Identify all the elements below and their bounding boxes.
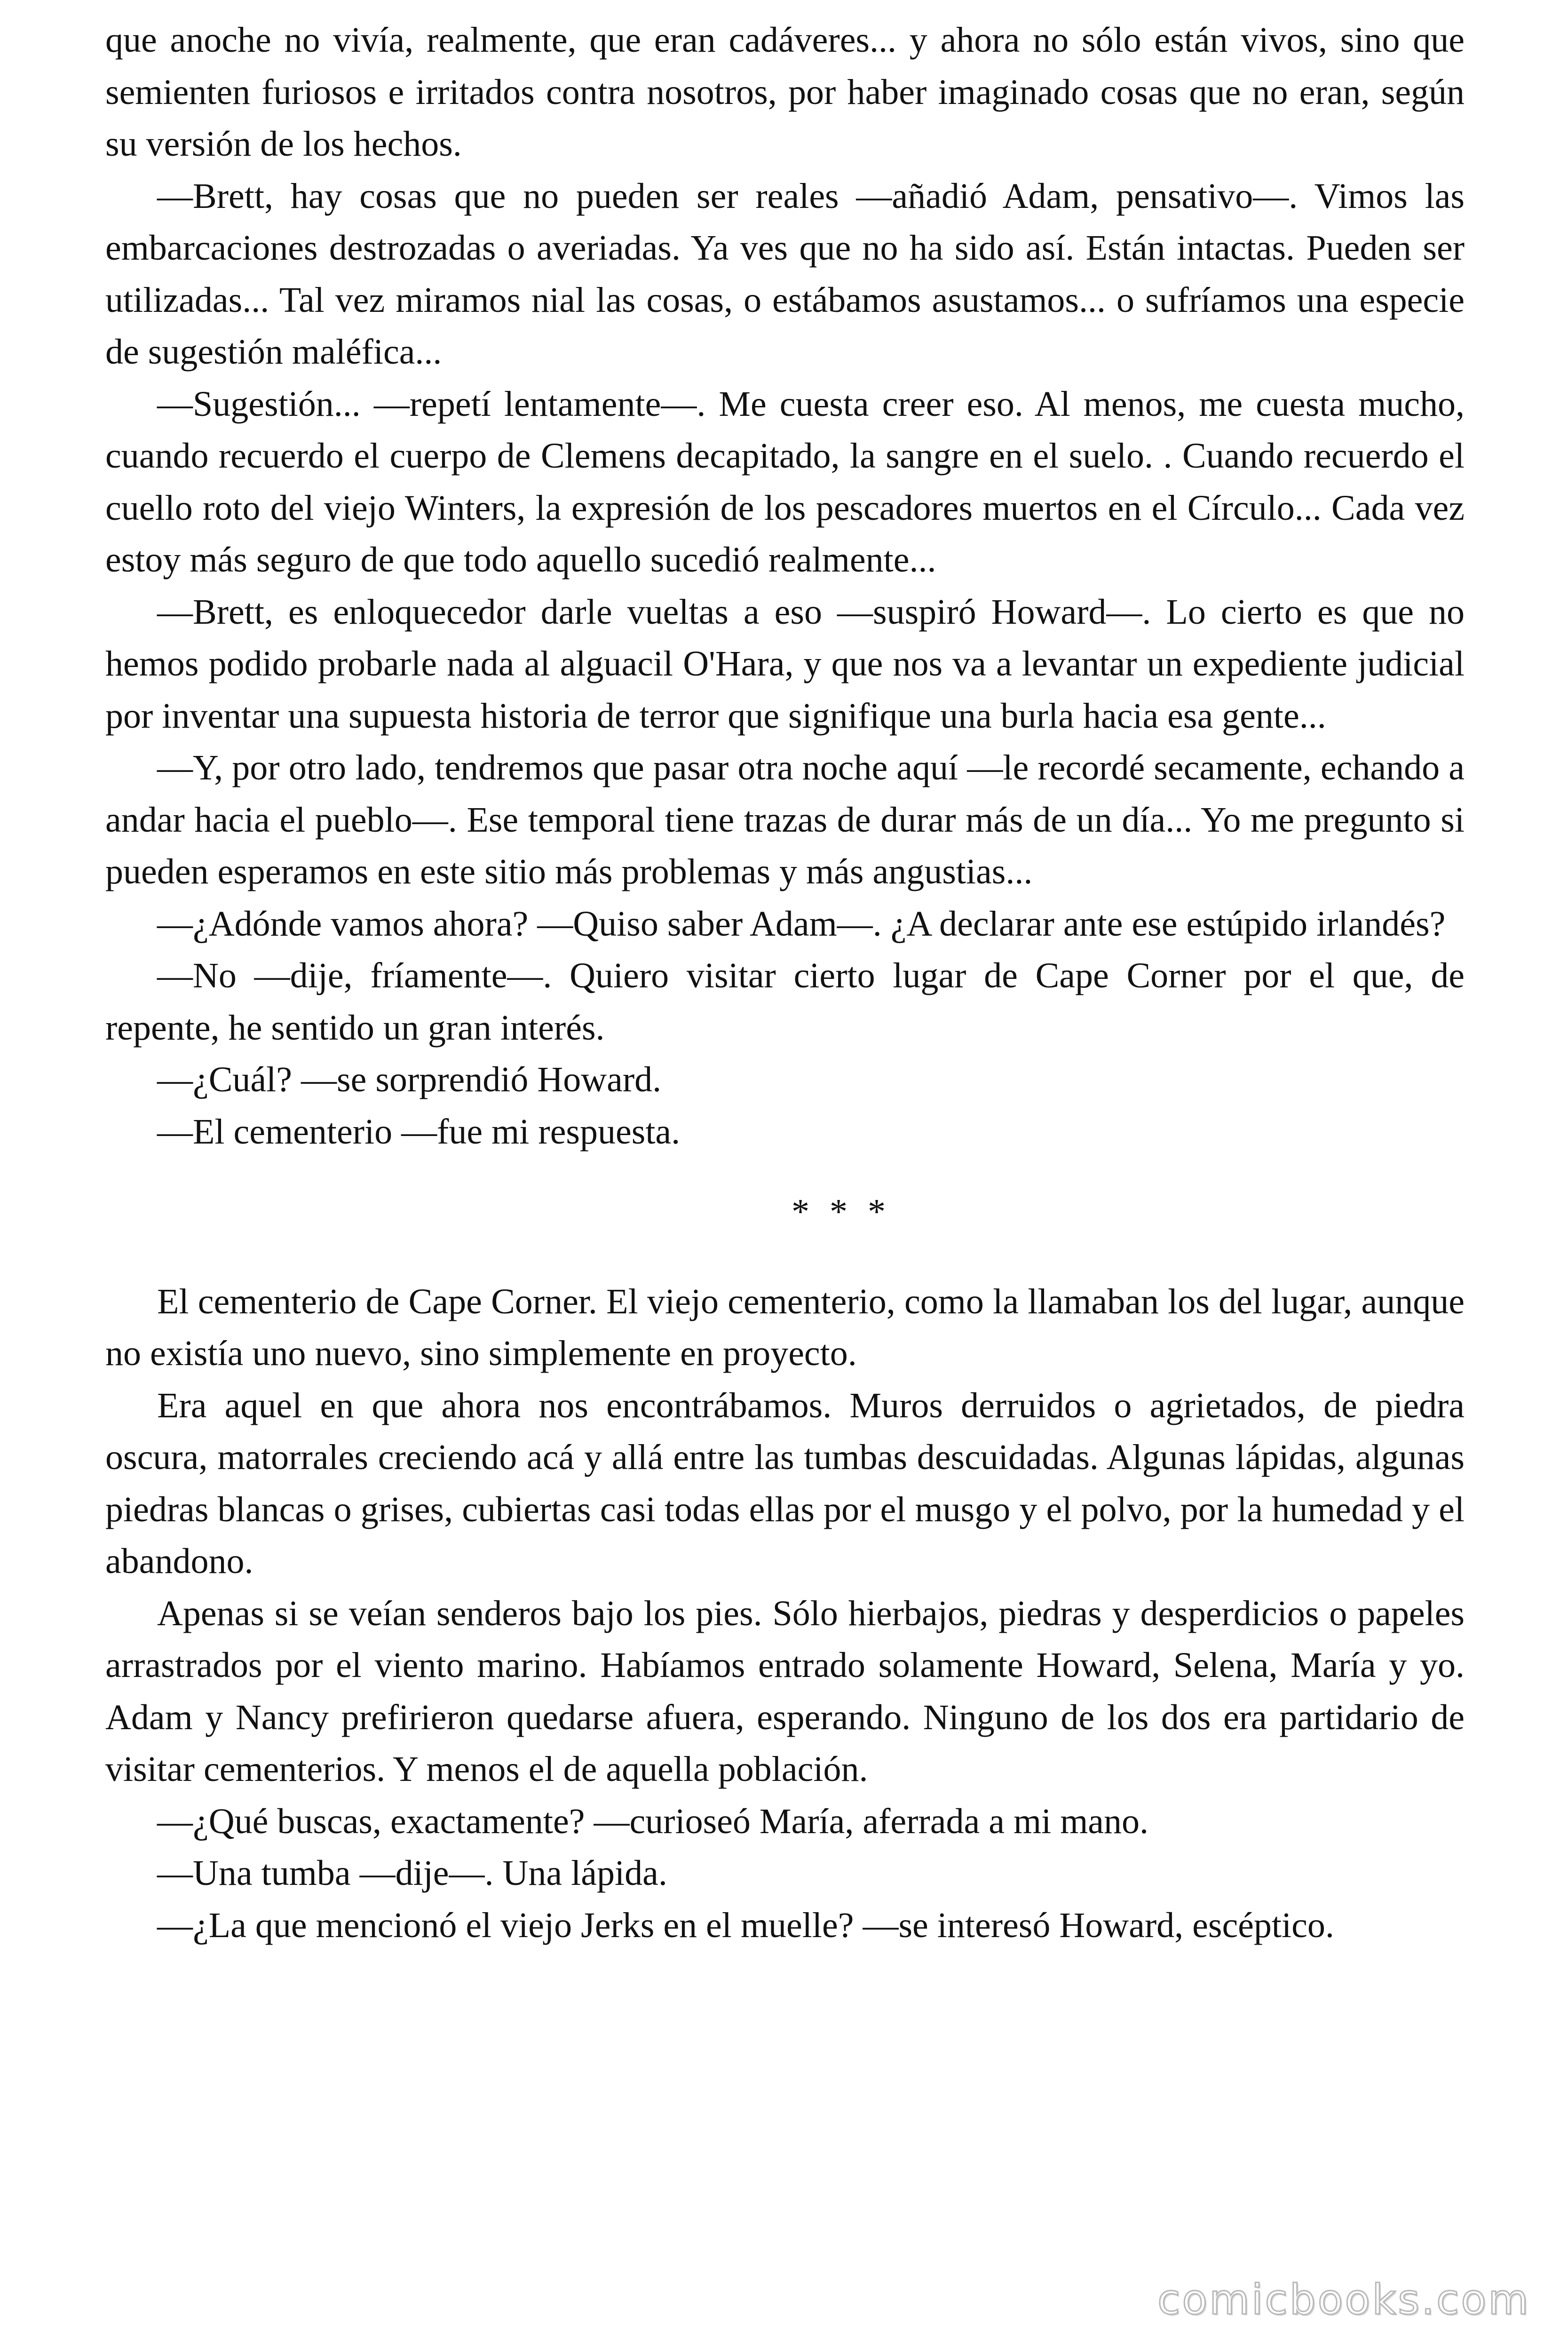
paragraph-continued: que anoche no vivía, realmente, que eran cadáveres... y ahora no sólo están vivos, sino que semienten furiosos e irritados contra nosotros, por haber imaginado cosas que no eran, según su versión de los hechos. (105, 20, 1465, 164)
book-page (105, 14, 1465, 1951)
watermark-text: comicbooks.com (1157, 2275, 1530, 2324)
paragraph-cemetery-paths: Apenas si se veían senderos bajo los pies. Sólo hierbajos, piedras y desperdicios o papeles arrastrados por el viento marino. Habíamos entrado solamente Howard, Selena, María y yo. Adam y Nancy prefirieron quedarse afuera, esperando. Ninguno de los dos era partidario de visitar cementerios. Y menos el de aquella población. (105, 1593, 1465, 1789)
paragraph-dialogue-brett-4: —El cementerio —fue mi respuesta. (157, 1112, 681, 1152)
paragraph-dialogue-howard: —Brett, es enloquecedor darle vueltas a eso —suspiró Howard—. Lo cierto es que no hemos podido probarle nada al alguacil O'Hara, y que nos va a levantar un expediente judicial por inventar una supuesta historia de terror que signifique una burla hacia esa gente... (105, 592, 1465, 736)
paragraph-dialogue-brett-2: —Y, por otro lado, tendremos que pasar otra noche aquí —le recordé secamente, echando a andar hacia el pueblo—. Ese temporal tiene trazas de durar más de un día... Yo me pregunto si pueden esperamos en este sitio más problemas y más angustias... (105, 748, 1465, 891)
paragraph-dialogue-brett: —Sugestión... —repetí lentamente—. Me cuesta creer eso. Al menos, me cuesta mucho, cuando recuerdo el cuerpo de Clemens decapitado, la sangre en el suelo. . Cuando recuerdo el cuello roto del viejo Winters, la expresión de los pescadores muertos en el Círculo... Cada vez estoy más seguro de que todo aquello sucedió realmente... (105, 384, 1465, 580)
paragraph-dialogue-adam-2: —¿Adónde vamos ahora? —Quiso saber Adam—. ¿A declarar ante ese estúpido irlandés? (157, 904, 1446, 944)
scene-break: * * * (792, 1192, 891, 1232)
paragraph-cemetery-intro: El cementerio de Cape Corner. El viejo cementerio, como la llamaban los del lugar, aunque no existía uno nuevo, sino simplemente en proyecto. (105, 1281, 1465, 1373)
paragraph-dialogue-howard-3: —¿La que mencionó el viejo Jerks en el muelle? —se interesó Howard, escéptico. (157, 1905, 1334, 1945)
paragraph-dialogue-maria: —¿Qué buscas, exactamente? —curioseó María, aferrada a mi mano. (157, 1801, 1149, 1841)
paragraph-dialogue-adam: —Brett, hay cosas que no pueden ser reales —añadió Adam, pensativo—. Vimos las embarcaciones destrozadas o averiadas. Ya ves que no ha sido así. Están intactas. Pueden ser utilizadas... Tal vez miramos nial las cosas, o estábamos asustamos... o sufríamos una especie de sugestión maléfica... (105, 176, 1465, 372)
paragraph-dialogue-howard-2: —¿Cuál? —se sorprendió Howard. (157, 1060, 662, 1099)
paragraph-dialogue-brett-3: —No —dije, fríamente—. Quiero visitar cierto lugar de Cape Corner por el que, de repente, he sentido un gran interés. (105, 956, 1465, 1048)
paragraph-dialogue-brett-5: —Una tumba —dije—. Una lápida. (157, 1853, 667, 1893)
paragraph-cemetery-description: Era aquel en que ahora nos encontrábamos. Muros derruidos o agrietados, de piedra oscura, matorrales creciendo acá y allá entre las tumbas descuidadas. Algunas lápidas, algunas piedras blancas o grises, cubiertas casi todas ellas por el musgo y el polvo, por la humedad y el abandono. (105, 1385, 1465, 1581)
